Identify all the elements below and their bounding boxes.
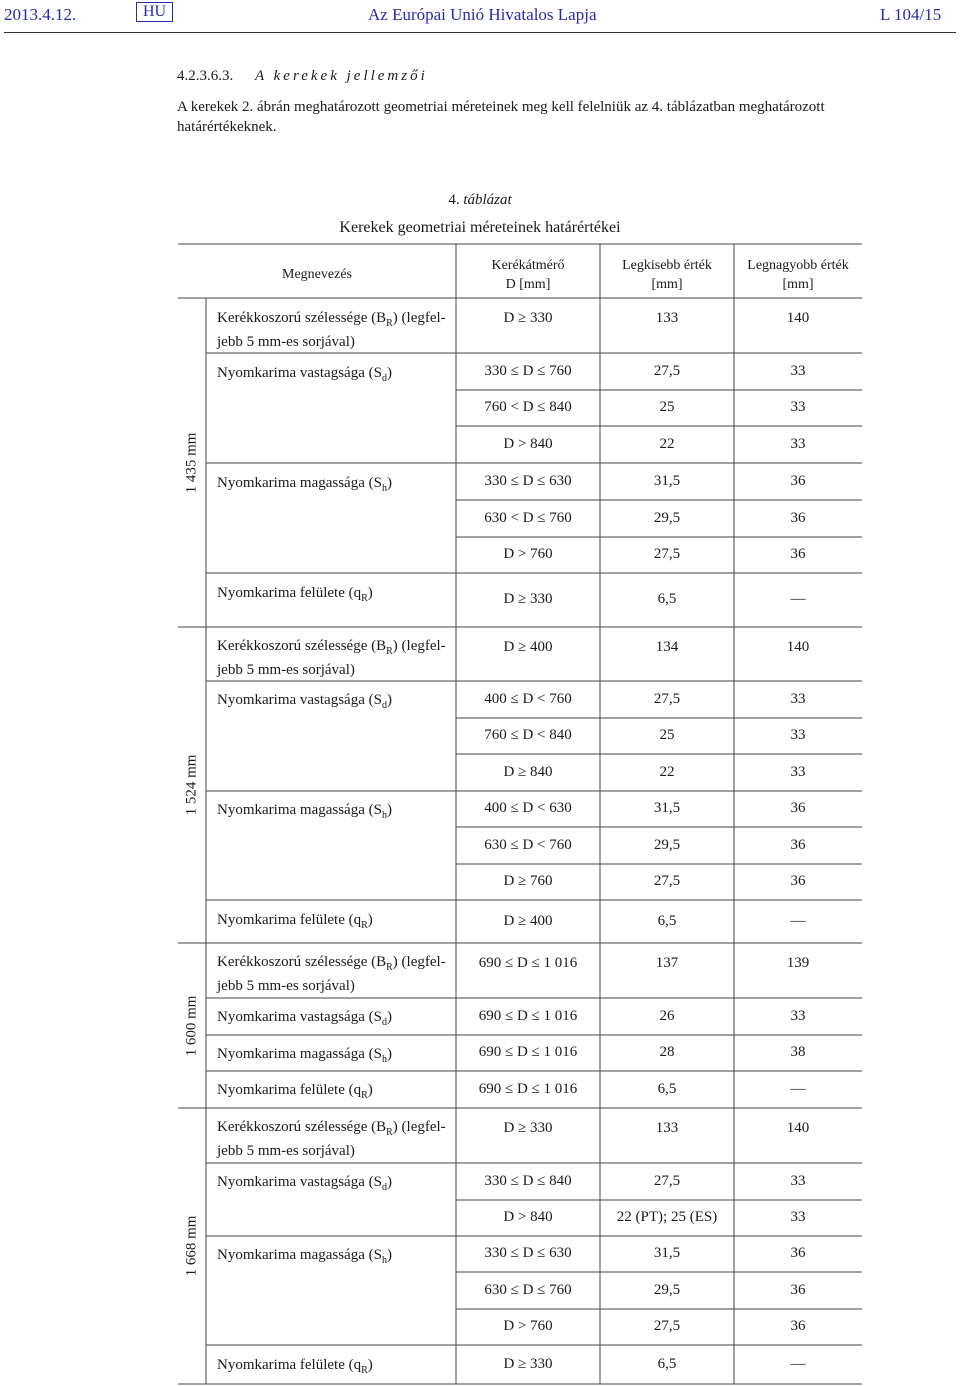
max-cell: 139 xyxy=(786,955,810,971)
row-label-sh: Nyomkarima magassága $(S_h)$ xyxy=(217,1247,392,1266)
row-label-sh: Nyomkarima magassága $(S_h)$ xyxy=(217,802,392,821)
diameter-cell: D ≥ 840 xyxy=(503,763,553,780)
max-cell: 36 xyxy=(790,1281,806,1298)
max-cell: 38 xyxy=(790,1044,806,1060)
diameter-cell: 400 ≤ D < 760 xyxy=(484,690,572,707)
max-cell: 36 xyxy=(790,1318,806,1334)
min-cell: 6,5 xyxy=(657,591,677,607)
header-max: Legnagyobb érték [mm] xyxy=(747,258,849,292)
table-number: 4. xyxy=(448,192,460,208)
header-date: 2013.4.12. xyxy=(4,5,77,24)
diameter-cell: 330 ≤ D ≤ 760 xyxy=(484,362,572,379)
max-cell: 36 xyxy=(790,873,806,889)
max-cell: 140 xyxy=(786,310,810,326)
diameter-cell: D ≥ 760 xyxy=(503,873,553,889)
diameter-cell: 630 < D ≤ 760 xyxy=(484,509,572,526)
min-cell: 137 xyxy=(655,955,679,971)
min-cell: 133 xyxy=(655,1120,679,1136)
diameter-cell: 330 ≤ D ≤ 630 xyxy=(484,472,572,489)
header-diameter: Kerékátmérő D [mm] xyxy=(491,258,565,292)
gauge-label: 1 600 mm xyxy=(183,995,200,1056)
diameter-cell: 690 ≤ D ≤ 1 016 xyxy=(478,1080,578,1097)
gauge-label: 1 668 mm xyxy=(183,1215,200,1277)
diameter-cell: 690 ≤ D ≤ 1 016 xyxy=(478,1007,578,1024)
min-cell: 133 xyxy=(655,310,679,326)
min-cell: 31,5 xyxy=(653,800,681,816)
min-cell: 27,5 xyxy=(653,362,681,379)
diameter-cell: D ≥ 330 xyxy=(503,1120,553,1136)
max-cell: — xyxy=(790,591,806,607)
diameter-cell: 690 ≤ D ≤ 1 016 xyxy=(478,1044,578,1060)
min-cell: 27,5 xyxy=(653,873,681,889)
min-cell: 26 xyxy=(659,1007,675,1024)
max-cell: 36 xyxy=(790,800,806,816)
diameter-cell: 760 < D ≤ 840 xyxy=(484,399,572,415)
diameter-cell: 630 ≤ D < 760 xyxy=(484,836,572,853)
diameter-cell: 630 ≤ D ≤ 760 xyxy=(484,1281,572,1298)
row-label-qr: Nyomkarima felülete $(q_R)$ xyxy=(217,912,373,931)
header-name: Megnevezés xyxy=(282,267,352,282)
diameter-cell: 330 ≤ D ≤ 840 xyxy=(484,1172,572,1189)
diameter-cell: 760 ≤ D < 840 xyxy=(484,727,572,743)
row-label-qr: Nyomkarima felülete $(q_R)$ xyxy=(217,585,373,604)
min-cell: 27,5 xyxy=(653,690,681,707)
row-label-sd: Nyomkarima vastagsága $(S_d)$ xyxy=(217,365,392,384)
table-title: Kerekek geometriai méreteinek határértékei xyxy=(339,219,621,236)
row-label-br: Kerékkoszorú szélessége $(B_R)$ (legfel- jebb 5 mm-es sorjával) xyxy=(217,310,446,350)
min-cell: 29,5 xyxy=(653,509,681,526)
min-cell: 6,5 xyxy=(657,1080,677,1097)
max-cell: — xyxy=(790,912,806,929)
row-label-sh: Nyomkarima magassága $(S_h)$ xyxy=(217,475,392,494)
diameter-cell: D > 840 xyxy=(503,1209,553,1225)
max-cell: 140 xyxy=(786,1120,810,1136)
row-label-br: Kerékkoszorú szélessége $(B_R)$ (legfel- jebb 5 mm-es sorjával) xyxy=(217,1119,446,1159)
header-min: Legkisebb érték [mm] xyxy=(622,258,712,292)
page-number: L 104/15 xyxy=(880,5,942,24)
diameter-cell: D ≥ 330 xyxy=(503,591,553,607)
max-cell: 36 xyxy=(790,546,806,562)
diameter-cell: D > 840 xyxy=(503,435,553,452)
max-cell: 36 xyxy=(790,1245,806,1261)
diameter-cell: 400 ≤ D < 630 xyxy=(484,800,572,816)
max-cell: 33 xyxy=(790,435,806,452)
intro-paragraph: A kerekek 2. ábrán meghatározott geometriai méreteinek meg kell felelniük az 4. táblázatban meghatározott határértékeknek. xyxy=(177,99,825,135)
max-cell: 33 xyxy=(790,362,806,379)
section-title: A kerekek jellemzői xyxy=(255,68,428,84)
row-label-qr: Nyomkarima felülete $(q_R)$ xyxy=(217,1082,373,1101)
max-cell: 33 xyxy=(790,399,806,415)
row-label-sd: Nyomkarima vastagsága $(S_d)$ xyxy=(217,1009,392,1028)
min-cell: 6,5 xyxy=(657,912,677,929)
max-cell: 33 xyxy=(790,1209,806,1225)
min-cell: 31,5 xyxy=(653,1245,681,1261)
row-label-br: Kerékkoszorú szélessége $(B_R)$ (legfel- jebb 5 mm-es sorjával) xyxy=(217,954,446,994)
language-badge: HU xyxy=(136,2,173,22)
min-cell: 28 xyxy=(659,1044,675,1060)
max-cell: 33 xyxy=(790,727,806,743)
max-cell: 36 xyxy=(790,509,806,526)
min-cell: 25 xyxy=(659,727,675,743)
diameter-cell: D > 760 xyxy=(503,1318,553,1334)
row-label-sd: Nyomkarima vastagsága $(S_d)$ xyxy=(217,1174,392,1193)
max-cell: 36 xyxy=(790,836,806,853)
min-cell: 134 xyxy=(655,639,679,655)
max-cell: — xyxy=(790,1355,806,1372)
min-cell: 22 xyxy=(659,763,675,780)
min-cell: 27,5 xyxy=(653,1172,681,1189)
diameter-cell: D ≥ 330 xyxy=(503,1355,553,1372)
min-cell: 6,5 xyxy=(657,1355,677,1372)
min-cell: 29,5 xyxy=(653,1281,681,1298)
max-cell: 33 xyxy=(790,1007,806,1024)
gauge-label: 1 435 mm xyxy=(183,432,200,493)
max-cell: 140 xyxy=(786,639,810,655)
max-cell: 33 xyxy=(790,1172,806,1189)
min-cell: 27,5 xyxy=(653,546,681,562)
min-cell: 22 xyxy=(659,435,675,452)
min-cell: 29,5 xyxy=(653,836,681,853)
diameter-cell: D ≥ 400 xyxy=(503,639,553,655)
diameter-cell: D ≥ 400 xyxy=(503,912,553,929)
min-cell: 22 (PT); 25 (ES) xyxy=(616,1209,718,1225)
min-cell: 27,5 xyxy=(653,1318,681,1334)
diameter-cell: D ≥ 330 xyxy=(503,310,553,326)
max-cell: 33 xyxy=(790,763,806,780)
row-label-qr: Nyomkarima felülete $(q_R)$ xyxy=(217,1357,373,1376)
max-cell: 33 xyxy=(790,690,806,707)
diameter-cell: 330 ≤ D ≤ 630 xyxy=(484,1245,572,1261)
min-cell: 25 xyxy=(659,399,675,415)
journal-title: Az Európai Unió Hivatalos Lapja xyxy=(368,5,597,24)
row-label-sh: Nyomkarima magassága $(S_h)$ xyxy=(217,1046,392,1065)
table-word: táblázat xyxy=(463,192,512,208)
section-number: 4.2.3.6.3. xyxy=(177,68,234,84)
min-cell: 31,5 xyxy=(653,472,681,489)
max-cell: — xyxy=(790,1080,806,1097)
diameter-cell: D > 760 xyxy=(503,546,553,562)
max-cell: 36 xyxy=(790,472,806,489)
row-label-sd: Nyomkarima vastagsága $(S_d)$ xyxy=(217,692,392,711)
row-label-br: Kerékkoszorú szélessége $(B_R)$ (legfel- jebb 5 mm-es sorjával) xyxy=(217,638,446,678)
gauge-label: 1 524 mm xyxy=(183,754,200,816)
diameter-cell: 690 ≤ D ≤ 1 016 xyxy=(478,955,578,971)
